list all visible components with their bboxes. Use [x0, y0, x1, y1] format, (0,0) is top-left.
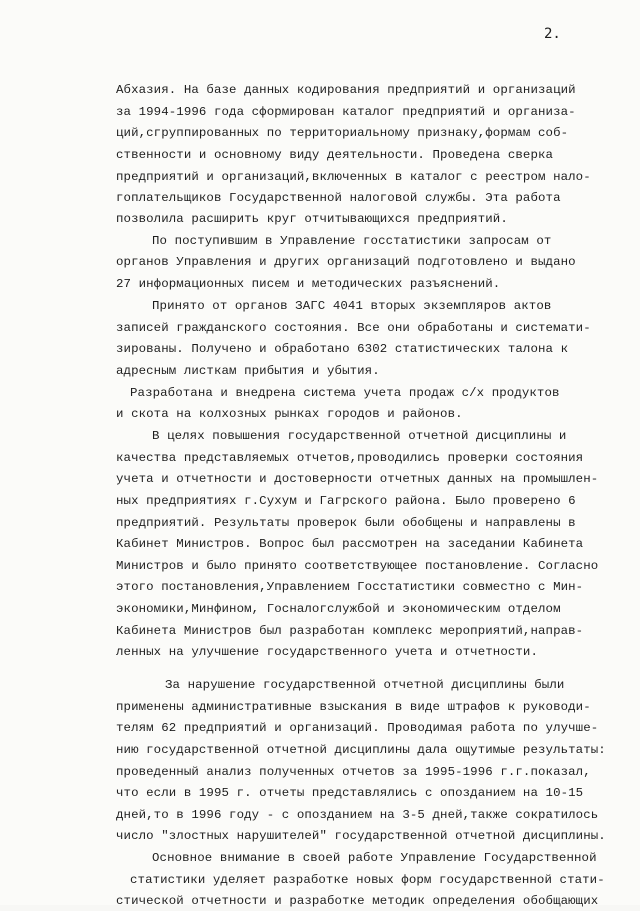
- text-line: Кабинет Министров. Вопрос был рассмотрен на заседании Кабинета: [116, 537, 584, 551]
- text-line: ных предприятиях г.Сухум и Гагрского района. Было проверено 6: [116, 494, 576, 508]
- text-line: телям 62 предприятий и организаций. Проводимая работа по улучше-: [116, 721, 599, 735]
- text-line: Кабинета Министров был разработан комплекс мероприятий,направ-: [116, 624, 584, 638]
- text-line: По поступившим в Управление госстатистики запросам от: [152, 234, 552, 248]
- text-line: позволила расширить круг отчитывающихся предприятий.: [116, 212, 508, 226]
- text-line: гоплательщиков Государственной налоговой службы. Эта работа: [116, 191, 561, 205]
- text-line: органов Управления и других организаций подготовлено и выдано: [116, 255, 576, 269]
- text-line: Принято от органов ЗАГС 4041 вторых экземпляров актов: [152, 299, 552, 313]
- text-line: за 1994-1996 года сформирован каталог предприятий и организа-: [116, 105, 576, 119]
- text-line: что если в 1995 г. отчеты представлялись с опозданием на 10-15: [116, 786, 584, 800]
- text-line: и скота на колхозных рынках городов и районов.: [116, 407, 463, 421]
- text-line: Разработана и внедрена система учета продаж с/х продуктов: [130, 386, 560, 400]
- text-line: Основное внимание в своей работе Управление Государственной: [152, 851, 597, 865]
- text-line: проведенный анализ полученных отчетов за 1995-1996 г.г.показал,: [116, 765, 591, 779]
- text-line: Абхазия. На базе данных кодирования предприятий и организаций: [116, 83, 576, 97]
- text-line: дней,то в 1996 году - с опозданием на 3-5 дней,также сократилось: [116, 808, 599, 822]
- text-line: предприятий и организаций,включенных в каталог с реестром нало-: [116, 170, 591, 184]
- text-line: ций,сгруппированных по территориальному признаку,формам соб-: [116, 126, 569, 140]
- text-line: нию государственной отчетной дисциплины дала ощутимые результаты:: [116, 743, 606, 757]
- text-line: 27 информационных писем и методических разъяснений.: [116, 277, 501, 291]
- text-line: статистики уделяет разработке новых форм государственной стати-: [130, 873, 605, 887]
- text-line: учета и отчетности и достоверности отчетных данных на промышлен-: [116, 472, 599, 486]
- text-line: стической отчетности и разработке методик определения обобщающих: [116, 894, 599, 908]
- text-line: адресным листкам прибытия и убытия.: [116, 364, 380, 378]
- text-line: число "злостных нарушителей" государственной отчетной дисциплины.: [116, 829, 606, 843]
- text-line: качества представляемых отчетов,проводились проверки состояния: [116, 451, 584, 465]
- text-line: применены административные взыскания в виде штрафов к руководи-: [116, 700, 591, 714]
- page-number: 2.: [544, 26, 561, 42]
- text-line: экономики,Минфином, Госналогслужбой и экономическим отделом: [116, 602, 561, 616]
- text-line: Министров и было принято соответствующее постановление. Согласно: [116, 559, 599, 573]
- text-line: За нарушение государственной отчетной дисциплины были: [165, 678, 565, 692]
- text-line: предприятий. Результаты проверок были обобщены и направлены в: [116, 516, 576, 530]
- text-line: В целях повышения государственной отчетной дисциплины и: [152, 429, 567, 443]
- text-line: этого постановления,Управлением Госстатистики совместно с Мин-: [116, 580, 584, 594]
- text-line: ленных на улучшение государственного учета и отчетности.: [116, 645, 538, 659]
- text-line: ственности и основному виду деятельности. Проведена сверка: [116, 148, 554, 162]
- text-line: зированы. Получено и обработано 6302 статистических талона к: [116, 342, 569, 356]
- text-line: записей гражданского состояния. Все они обработаны и системати-: [116, 321, 591, 335]
